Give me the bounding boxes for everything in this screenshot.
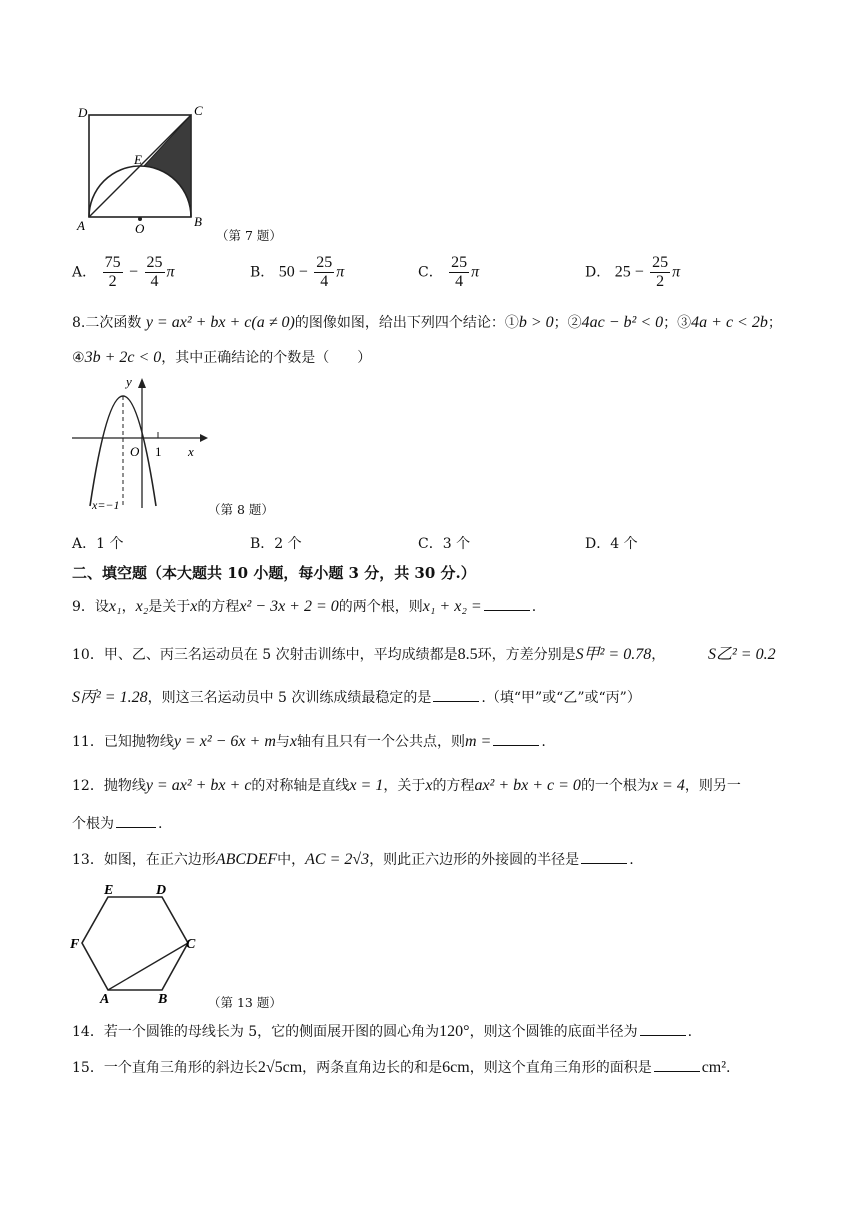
q8-option-b: B．2 个 bbox=[250, 536, 302, 552]
q13-label-d: D bbox=[156, 883, 167, 898]
q7-label-b: B bbox=[194, 214, 202, 229]
q13-label-b: B bbox=[158, 992, 168, 1005]
q7-label-e: E bbox=[134, 152, 142, 167]
q8-label-one: 1 bbox=[155, 444, 162, 459]
q13-label-c: C bbox=[186, 937, 196, 952]
q13-text: 13．如图，在正六边形ABCDEF中，AC = 2√3，则此正六边形的外接圆的半径是 . bbox=[72, 851, 634, 868]
q8-label-x: x bbox=[188, 444, 194, 459]
q14-text: 14．若一个圆锥的母线长为 5，它的侧面展开图的圆心角为120°，则这个圆锥的底面半径为 . bbox=[72, 1023, 693, 1040]
q15-answer-blank[interactable] bbox=[654, 1057, 700, 1072]
q8-option-d: D．4 个 bbox=[585, 536, 638, 552]
q13-answer-blank[interactable] bbox=[581, 849, 627, 864]
q12-line1: 12．抛物线y = ax² + bx + c的对称轴是直线x = 1，关于x的方程ax² + bx + c = 0的一个根为x = 4，则另一 bbox=[72, 777, 741, 794]
q10-line2: S丙² = 1.28，则这三名运动员中 5 次训练成绩最稳定的是 .（填“甲”或“乙”或“丙”） bbox=[72, 689, 641, 706]
q7-option-d: D． 25 − $\frac{25}{2}$ π bbox=[585, 254, 681, 290]
q7-label-o: O bbox=[135, 221, 145, 236]
q8-label-y: y bbox=[126, 376, 132, 389]
q7-option-c: C． $\frac{25}{4}$ π bbox=[418, 254, 480, 290]
q10-answer-blank[interactable] bbox=[433, 687, 479, 702]
q8-caption: （第 8 题） bbox=[208, 502, 274, 517]
q7-label-c: C bbox=[194, 103, 203, 118]
q7-figure bbox=[72, 100, 222, 240]
q15-text: 15．一个直角三角形的斜边长2√5cm，两条直角边长的和是6cm，则这个直角三角形的面积是 cm². bbox=[72, 1059, 731, 1076]
q13-caption: （第 13 题） bbox=[208, 995, 282, 1010]
q8-option-a: A．1 个 bbox=[72, 536, 124, 552]
q7-caption: （第 7 题） bbox=[216, 228, 282, 243]
q10-s-yi: S乙² = 0.2 bbox=[708, 646, 776, 663]
q8-line1: 8.二次函数 y = ax² + bx + c(a ≠ 0)的图像如图，给出下列四个结论：①b > 0；②4ac − b² < 0；③4a + c < 2b； bbox=[72, 314, 782, 331]
q11-text: 11．已知抛物线y = x² − 6x + m与x轴有且只有一个公共点，则m = . bbox=[72, 733, 546, 750]
q13-figure bbox=[66, 880, 206, 1005]
q11-answer-blank[interactable] bbox=[493, 731, 539, 746]
q12-answer-blank[interactable] bbox=[116, 813, 156, 828]
q8-label-axis: x=−1 bbox=[92, 498, 120, 512]
q9-text: 9．设x₁，x₂是关于x的方程x² − 3x + 2 = 0的两个根，则x₁ + x₂ = . bbox=[72, 598, 537, 615]
q7-label-d: D bbox=[78, 105, 88, 120]
q13-label-a: A bbox=[100, 992, 110, 1005]
q7-option-b: B． 50 − $\frac{25}{4}$ π bbox=[250, 254, 345, 290]
q9-answer-blank[interactable] bbox=[484, 596, 530, 611]
q8-label-o: O bbox=[130, 444, 140, 459]
q13-label-e: E bbox=[104, 883, 114, 898]
q14-answer-blank[interactable] bbox=[640, 1021, 686, 1036]
q12-line2: 个根为 . bbox=[72, 813, 162, 833]
q8-option-c: C．3 个 bbox=[418, 536, 471, 552]
q7-option-a: A． $\frac{75}{2}$ − $\frac{25}{4}$ π bbox=[72, 254, 175, 290]
q8-line2: ④3b + 2c < 0，其中正确结论的个数是（ ） bbox=[72, 349, 372, 366]
q10-line1: 10．甲、乙、丙三名运动员在 5 次射击训练中，平均成绩都是8.5环，方差分别是S甲² = 0.78， bbox=[72, 646, 666, 663]
q7-label-a: A bbox=[77, 218, 85, 233]
section2-title: 二、填空题（本大题共 10 小题，每小题 3 分，共 30 分.） bbox=[72, 564, 476, 582]
q13-label-f: F bbox=[70, 937, 80, 952]
q8-figure bbox=[70, 376, 210, 516]
